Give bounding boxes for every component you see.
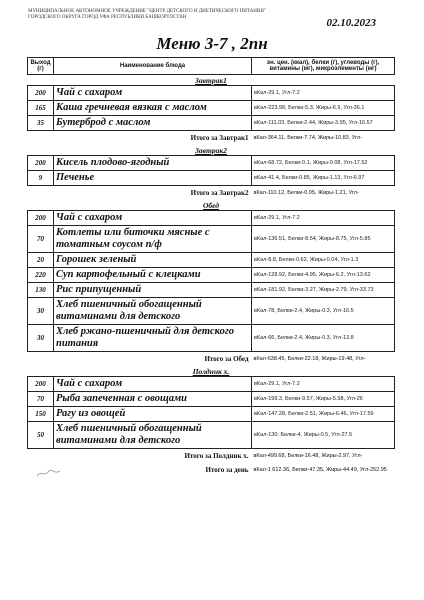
meal-row	[28, 75, 395, 86]
dish-values: вКал-111.03, Белки-2.44, Жиры-3.95, Угл-16.57	[252, 116, 395, 131]
dish-name: Каша гречневая вязкая с маслом	[54, 101, 252, 116]
header-dish: Наименование блюда	[54, 58, 252, 75]
dish-qty: 9	[28, 171, 54, 186]
dish-qty: 165	[28, 101, 54, 116]
table-row	[28, 422, 395, 449]
table-header-row	[28, 58, 395, 75]
dish-values: вКал-66, Белки-2.4, Жиры-0.3, Угл-13.8	[252, 325, 395, 352]
organization-header: МУНИЦИПАЛЬНОЕ АВТОНОМНОЕ УЧРЕЖДЕНИЕ "ЦЕНТР ДЕТСКОГО И ДИЕТИЧЕСКОГО ПИТАНИЯ" ГОРОДСКОГО ОКРУГА ГОРОД УФА РЕСПУБЛИКИ БАШКОРТОСТАН	[28, 9, 266, 20]
meal-total-values: вКал-499.68, Белки-16.48, Жиры-2.97, Угл-	[253, 452, 363, 459]
dish-values: вКал-29.1, Угл-7.2	[252, 377, 395, 392]
dish-qty: 200	[28, 377, 54, 392]
meal-total-row	[28, 186, 395, 201]
meal-total-label: Итого за Завтрак1	[190, 134, 249, 142]
dish-name: Чай с сахаром	[54, 211, 252, 226]
dish-qty: 200	[28, 86, 54, 101]
dish-values: вКал-29.1, Угл-7.2	[252, 211, 395, 226]
dish-qty: 70	[28, 392, 54, 407]
table-row	[28, 283, 395, 298]
dish-qty: 70	[28, 226, 54, 253]
dish-qty: 30	[28, 298, 54, 325]
meal-row	[28, 200, 395, 211]
meal-total-label: Итого за Полдник х.	[184, 452, 249, 460]
dish-values: вКал-147.28, Белки-2.51, Жиры-6.46, Угл-17.59	[252, 407, 395, 422]
dish-qty: 150	[28, 407, 54, 422]
table-row	[28, 116, 395, 131]
dish-values: вКал-136.51, Белки-8.54, Жиры-8.75, Угл-5.85	[252, 226, 395, 253]
dish-values: вКал-130, Белки-4, Жиры-0.5, Угл-27.5	[252, 422, 395, 449]
dish-values: вКал-41.4, Белки-0.85, Жиры-1.13, Угл-6.97	[252, 171, 395, 186]
header-values: эн. цен. (ккал), белки (г), углеводы (г), витамины (мг), микроэлементы (мг)	[252, 58, 395, 75]
day-total-row	[28, 463, 395, 477]
meal-total-row	[28, 449, 395, 464]
dish-values: вКал-199.3, Белки-9.57, Жиры-5.98, Угл-26	[252, 392, 395, 407]
dish-name: Рыба запеченная с овощами	[54, 392, 252, 407]
table-row	[28, 377, 395, 392]
dish-name: Печенье	[54, 171, 252, 186]
meal-total-values: вКал-110.12, Белки-0.95, Жиры-1.21, Угл-	[253, 189, 359, 196]
table-row	[28, 325, 395, 352]
table-row	[28, 211, 395, 226]
header-qty: Выход (г)	[28, 58, 54, 75]
meal-name: Обед	[202, 200, 220, 210]
day-total-values: вКал-1 612.36, Белки-47.35, Жиры-44.49, Угл-252.95	[253, 466, 387, 473]
dish-name: Хлеб пшеничный обогащенный витаминами для детского	[54, 298, 252, 325]
table-row	[28, 298, 395, 325]
table-row	[28, 268, 395, 283]
dish-qty: 35	[28, 116, 54, 131]
dish-values: вКал-181.92, Белки-3.27, Жиры-2.79, Угл-33.73	[252, 283, 395, 298]
dish-values: вКал-128.92, Белки-4.95, Жиры-6.2, Угл-13.62	[252, 268, 395, 283]
dish-qty: 200	[28, 156, 54, 171]
dish-name: Горошек зеленый	[54, 253, 252, 268]
dish-name: Чай с сахаром	[54, 377, 252, 392]
menu-title: Меню 3-7 , 2пн	[156, 34, 268, 53]
dish-values: вКал-68.72, Белки-0.1, Жиры-0.08, Угл-17.52	[252, 156, 395, 171]
dish-values: вКал-8.8, Белки-0.62, Жиры-0.04, Угл-1.3	[252, 253, 395, 268]
signature-mark	[36, 468, 62, 478]
meal-total-row	[28, 352, 395, 367]
dish-values: вКал-78, Белки-2.4, Жиры-0.3, Угл-16.5	[252, 298, 395, 325]
dish-qty: 220	[28, 268, 54, 283]
day-total-label: Итого за день	[205, 466, 249, 474]
dish-name: Рагу из овощей	[54, 407, 252, 422]
dish-name: Рис припущенный	[54, 283, 252, 298]
table-row	[28, 407, 395, 422]
meal-row	[28, 366, 395, 377]
dish-qty: 20	[28, 253, 54, 268]
table-row	[28, 253, 395, 268]
dish-name: Котлеты или биточки мясные с томатным соусом п/ф	[54, 226, 252, 253]
table-row	[28, 156, 395, 171]
meal-total-values: вКал-364.11, Белки-7.74, Жиры-10.83, Угл-	[253, 134, 362, 141]
meal-row	[28, 145, 395, 156]
meal-total-values: вКал-638.45, Белки-22.18, Жиры-19.48, Угл-	[253, 355, 366, 362]
meal-total-label: Итого за Завтрак2	[190, 189, 249, 197]
dish-qty: 50	[28, 422, 54, 449]
dish-name: Суп картофельный с клецками	[54, 268, 252, 283]
table-row	[28, 171, 395, 186]
dish-values: вКал-223.98, Белки-5.3, Жиры-6.9, Угл-36.1	[252, 101, 395, 116]
menu-date: 02.10.2023	[326, 17, 376, 29]
dish-name: Хлеб ржано-пшеничный для детского питания	[54, 325, 252, 352]
dish-name: Кисель плодово-ягодный	[54, 156, 252, 171]
dish-name: Бутерброд с маслом	[54, 116, 252, 131]
meal-total-label: Итого за Обед	[204, 355, 249, 363]
table-row	[28, 86, 395, 101]
dish-qty: 130	[28, 283, 54, 298]
meal-name: Завтрак1	[195, 75, 227, 85]
meal-total-row	[28, 131, 395, 146]
menu-table	[27, 57, 395, 477]
meal-name: Полдник х.	[192, 366, 230, 376]
table-row	[28, 226, 395, 253]
menu-body	[28, 75, 395, 478]
dish-name: Хлеб пшеничный обогащенный витаминами для детского	[54, 422, 252, 449]
dish-qty: 30	[28, 325, 54, 352]
dish-name: Чай с сахаром	[54, 86, 252, 101]
dish-values: вКал-29.1, Угл-7.2	[252, 86, 395, 101]
table-row	[28, 392, 395, 407]
meal-name: Завтрак2	[195, 145, 227, 155]
table-row	[28, 101, 395, 116]
dish-qty: 200	[28, 211, 54, 226]
